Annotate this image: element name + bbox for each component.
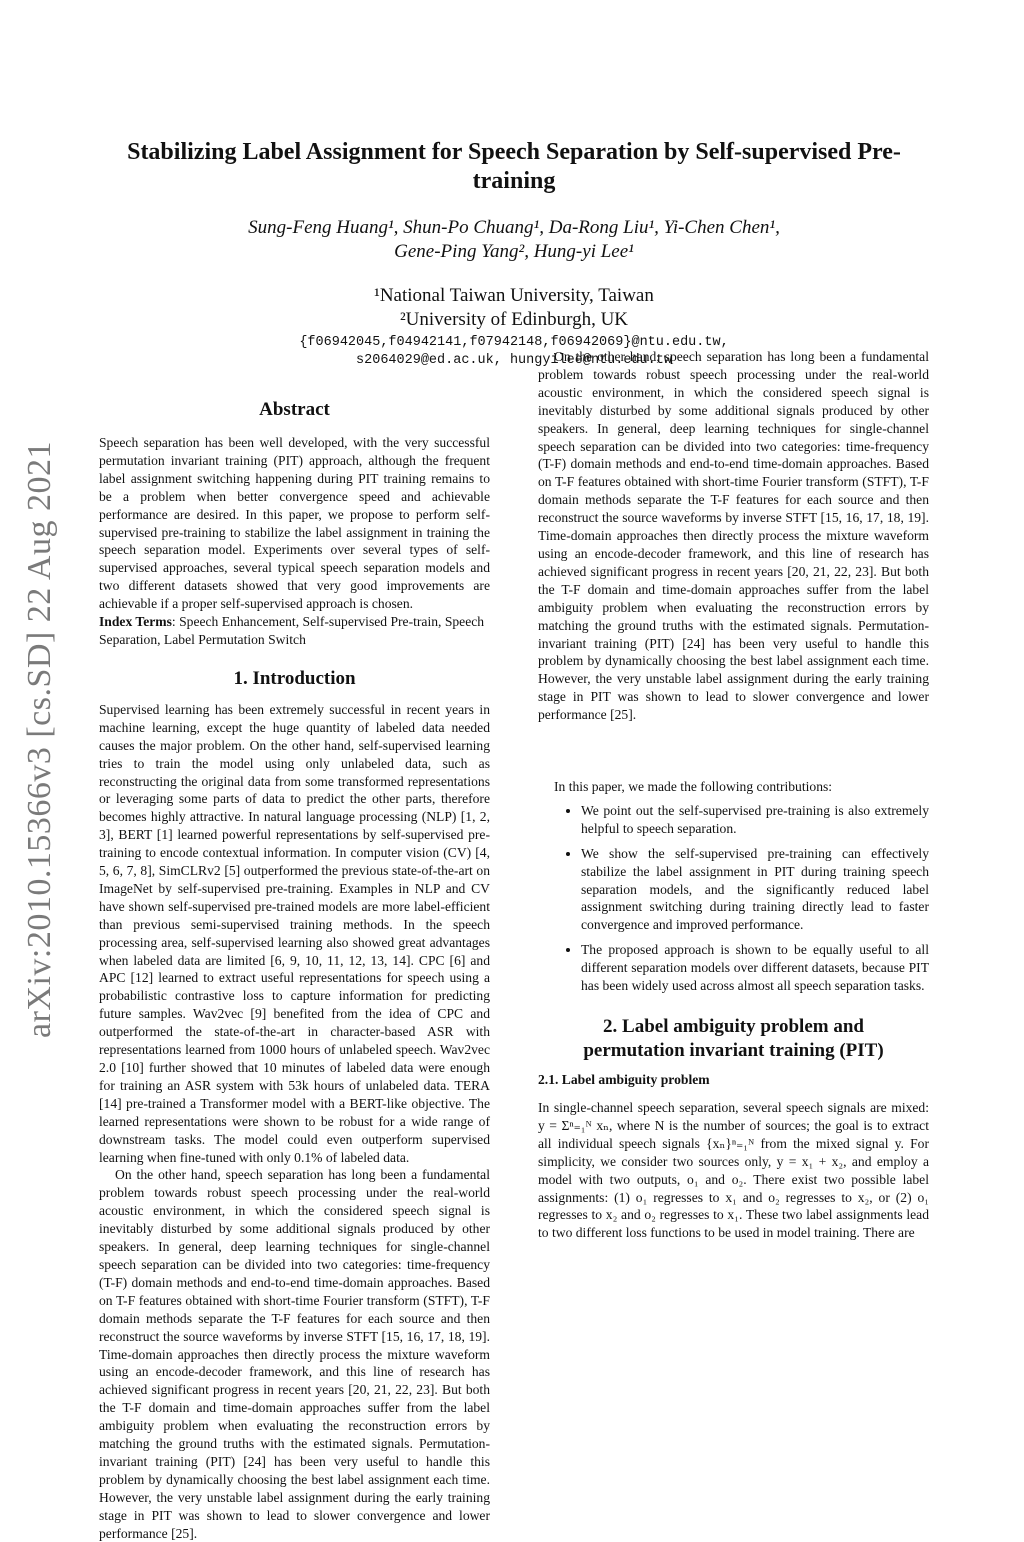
- abstract-body: Speech separation has been well developed, with the very successful permutation invariant training (PIT) approach, although the frequent label assignment switching happening during PIT training remains to be a problem when better convergence speed and achievable performance are desired. In this paper, we propose to perform self-supervised pre-training to stabilize the label assignment in training the speech separation model. Experiments over several types of self-supervised approaches, several typical speech separation models and two different datasets showed that very good improvements are achievable if a proper self-supervised approach is chosen.: [99, 435, 490, 612]
- contributions-intro: In this paper, we made the following contributions:: [554, 779, 833, 794]
- section-2-heading-line-1: 2. Label ambiguity problem and: [603, 1015, 864, 1037]
- index-terms-text: : Speech Enhancement, Self-supervised Pre-train, Speech Separation, Label Permutation Switch: [99, 614, 485, 647]
- author-list: [100, 216, 928, 264]
- subsection-2-1-heading: 2.1. Label ambiguity problem: [538, 1071, 710, 1087]
- contribution-item: • We point out the self-supervised pre-training is also extremely helpful to speech separation.: [581, 802, 929, 838]
- right-column: [538, 349, 929, 1242]
- email-line-2: s2064029@ed.ac.uk, hungyilee@ntu.edu.tw: [356, 353, 672, 368]
- authors-line-1: Sung-Feng Huang¹, Shun-Po Chuang¹, Da-Rong Liu¹, Yi-Chen Chen¹,: [248, 217, 780, 238]
- contribution-item: • We show the self-supervised pre-training can effectively stabilize the label assignment in PIT during training speech separation models, and the significantly reduced label assignment switching during training directly lead to faster convergence and improved performance.: [581, 845, 929, 935]
- index-terms: [99, 613, 490, 649]
- continued-intro: [538, 349, 929, 778]
- authors-line-2: Gene-Ping Yang², Hung-yi Lee¹: [394, 241, 634, 262]
- affiliation-2: ²University of Edinburgh, UK: [399, 309, 629, 330]
- arxiv-identifier: arXiv:2010.15366v3 [cs.SD] 22 Aug 2021: [21, 441, 58, 1038]
- introduction-paragraph-2: On the other hand, speech separation has long been a fundamental problem towards robust speech processing under the real-world acoustic environment, in which the considered speech signal is inevitably disturbed by some additional signals produced by other speakers. In general, deep learning techniques for single-channel speech separation can be divided into two categories: time-frequency (T-F) domain methods and end-to-end time-domain approaches. Based on T-F features obtained with short-time Fourier transform (STFT), T-F domain methods separate the T-F features for each source and then reconstruct the source waveforms by inverse STFT [15, 16, 17, 18, 19]. Time-domain approaches then directly process the mixture waveform using an encode-decoder framework, and this line of research has achieved significant progress in recent years [20, 21, 22, 23]. But both the T-F domain and time-domain approaches suffer from the label ambiguity problem when evaluating the reconstruction errors by matching the ground truths with the estimated signals. Permutation-invariant training (PIT) [24] has been very useful to handle this problem by dynamically choosing the best label assignment each time. However, the very unstable label assignment during the early training stage in PIT was shown to lead to slower convergence and lower performance [25].: [99, 1167, 490, 1541]
- email-line-1: {f06942045,f04942141,f07942148,f06942069}@ntu.edu.tw,: [299, 335, 729, 350]
- contributions-list: [538, 802, 929, 995]
- abstract-heading: Abstract: [259, 399, 330, 420]
- index-terms-label: Index Terms: [99, 614, 172, 630]
- paper-title: Stabilizing Label Assignment for Speech Separation by Self-supervised Pre-training: [127, 139, 901, 194]
- left-column: [99, 398, 490, 1541]
- affiliations: [100, 284, 928, 332]
- subsection-2-1-body: In single-channel speech separation, several speech signals are mixed: y = Σⁿ₌₁ᴺ xₙ, where N is the number of sources; the goal is to extract all individual speech signals {xₙ}ⁿ₌₁ᴺ from the mixed signal y. For simplicity, we consider two sources only, y = x₁ + x₂, and employ a model with two outputs, o₁ and o₂. There exist two possible label assignments: (1) o₁ regresses to x₁ and o₂ regresses to x₂, or (2) o₁ regresses to x₂ and o₂ regresses to x₁. These two label assignments lead to two different loss functions to be used in model training. There are: [538, 1099, 929, 1241]
- section-2-heading: [538, 1015, 929, 1063]
- introduction-paragraph-1: Supervised learning has been extremely successful in recent years in machine learning, except the huge quantity of labeled data needed causes the major problem. On the other hand, self-supervised learning tries to train the model using only unlabeled data, such as reconstructing the original data from some transformed representations or leveraging some parts of data to predict the other parts, therefore becomes highly attractive. In natural language processing (NLP) [1, 2, 3], BERT [1] learned powerful representations by self-supervised pre-training to encode contextual information. In computer vision (CV) [4, 5, 6, 7, 8], SimCLRv2 [5] outperformed the previous state-of-the-art on ImageNet by self-supervised pre-training. Examples in NLP and CV have shown self-supervised pre-trained models are more label-efficient than previous semi-supervised training methods. In the speech processing area, self-supervised learning also showed great advantages when labeled data are limited [6, 9, 10, 11, 12, 13, 14]. CPC [6] and APC [12] learned to extract useful representations for speech using a probabilistic contrastive loss to capture information for predicting future samples. Wav2vec [9] benefited from the idea of CPC and outperformed the state-of-the-art in character-based ASR with representations learned from 1000 hours of unlabeled speech. Wav2vec 2.0 [10] further showed that 10 minutes of labeled data were enough for training an ASR system with 53k hours of unlabeled data. TERA [14] pre-trained a Transformer model with a BERT-like objective. The learned representations were shown to be robust for a wide range of downstream tasks. The model could even outperform supervised learning when fine-tuned with only 0.1% of labeled data.: [99, 701, 490, 1165]
- introduction-paragraph-2-continued: On the other hand, speech separation has long been a fundamental problem towards robust speech processing under the real-world acoustic environment, in which the considered speech signal is inevitably disturbed by some additional signals produced by other speakers. In general, deep learning techniques for single-channel speech separation can be divided into two categories: time-frequency (T-F) domain methods and end-to-end time-domain approaches. Based on T-F features obtained with short-time Fourier transform (STFT), T-F domain methods separate the T-F features for each source and then reconstruct the source waveforms by inverse STFT [15, 16, 17, 18, 19]. Time-domain approaches then directly process the mixture waveform using an encode-decoder framework, and this line of research has achieved significant progress in recent years [20, 21, 22, 23]. But both the T-F domain and time-domain approaches suffer from the label ambiguity problem when evaluating the reconstruction errors by matching the ground truths with the estimated signals. Permutation-invariant training (PIT) [24] has been very useful to handle this problem by dynamically choosing the best label assignment each time. However, the very unstable label assignment during the early training stage in PIT was shown to lead to slower convergence and lower performance [25].: [538, 349, 929, 723]
- section-2-heading-line-2: permutation invariant training (PIT): [583, 1039, 884, 1061]
- affiliation-1: ¹National Taiwan University, Taiwan: [374, 285, 654, 306]
- contribution-item: • The proposed approach is shown to be equally useful to all different separation models over different datasets, because PIT has been widely used across almost all speech separation tasks.: [581, 941, 929, 995]
- introduction-heading: 1. Introduction: [233, 667, 356, 689]
